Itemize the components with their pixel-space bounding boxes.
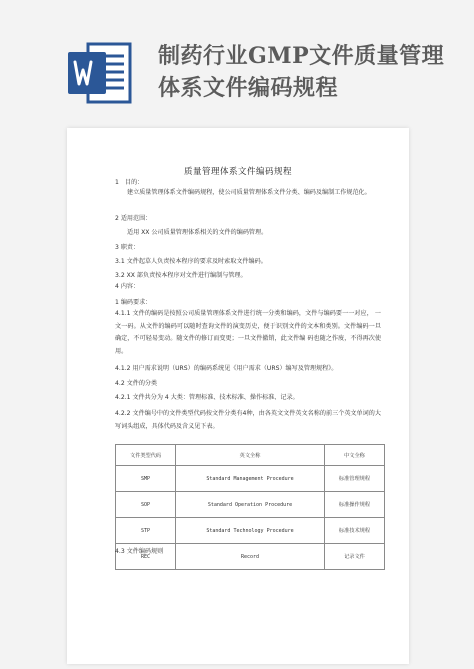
table-cell-chinese: 记录文件 (324, 544, 384, 570)
table-cell-english: Standard Technology Procedure (176, 518, 325, 544)
section-4-1-2: 4.1.2 用户需求说明（URS）的编码系统见《用户需求（URS）编写及管理规程》。 (115, 365, 338, 372)
table-header-cell: 中文全称 (324, 445, 384, 466)
section-4-2-heading: 4.2 文件的分类 (115, 380, 158, 387)
table-cell-chinese: 标准管理规程 (324, 466, 384, 492)
table-header-cell: 文件类型代码 (116, 445, 176, 466)
header-banner (0, 0, 474, 120)
table-cell-english: Record (176, 544, 325, 570)
table-cell-english: Standard Operation Procedure (176, 492, 325, 518)
table-cell-code: SMP (116, 466, 176, 492)
word-document-icon (68, 40, 134, 106)
section-4-2-2: 4.2.2 文件编号中的文件类型代码按文件分类有4种，由各英文文件英文名称的前三个英文单词的大写词头组成，具体代码及含义见下表。 (115, 410, 381, 430)
section-4-1-heading: 1 编码要求： (115, 299, 152, 306)
table-cell-chinese: 标准技术规程 (324, 518, 384, 544)
section-4-1-1: 4.1.1 文件的编码是按照公司质量管理体系文件进行统一分类和编码，文件与编码要一一对应， 一文一码。从文件的编码可以随时查询文件的演变历史，便于识别文件的文本和类别。文件编码一旦确定，不可轻易变动。随文件的修订而变更；一旦文件撤销，此文件编 码也随之作废，不得再次使用。 (115, 310, 381, 355)
table-row (116, 518, 385, 544)
section-3-heading: 3 职责： (115, 244, 140, 251)
table-cell-code: SOP (116, 492, 176, 518)
banner-title-line-1: 制药行业GMP文件质量管理 (158, 43, 445, 69)
section-1-body: 建立质量管理体系文件编码规程，使公司质量管理体系文件分类、编码及编制工作规范化。 (127, 189, 371, 196)
section-2-body: 适用 XX 公司质量管理体系相关的文件的编码管理。 (127, 229, 268, 236)
table-row (116, 492, 385, 518)
table-header-cell: 英文全称 (176, 445, 325, 466)
section-2-heading: 2 适用范围： (115, 215, 152, 222)
document-page (67, 128, 409, 664)
document-title: 质量管理体系文件编码规程 (183, 167, 292, 177)
section-4-3: 4.3 文件编码规则 (115, 548, 164, 555)
table-cell-code: STP (116, 518, 176, 544)
table-cell-english: Standard Management Procedure (176, 466, 325, 492)
banner-title-line-2: 体系文件编码规程 (158, 75, 339, 101)
table-cell-chinese: 标准操作规程 (324, 492, 384, 518)
section-3-2: 3.2 XX 部负责按本程序对文件进行编制与管理。 (115, 272, 247, 279)
section-1-heading: 1 目的： (115, 179, 144, 186)
section-4-2-1: 4.2.1 文件共分为 4 大类：管理标准、技术标准、操作标准、记录。 (115, 394, 299, 401)
banner-title (158, 40, 444, 104)
section-4-heading: 4 内容： (115, 283, 140, 290)
table-row (116, 466, 385, 492)
table-cell-code: REC (116, 544, 176, 570)
section-3-1: 3.1 文件起草人负责按本程序的要求及时索取文件编码。 (115, 258, 267, 265)
table-header-row (116, 445, 385, 466)
